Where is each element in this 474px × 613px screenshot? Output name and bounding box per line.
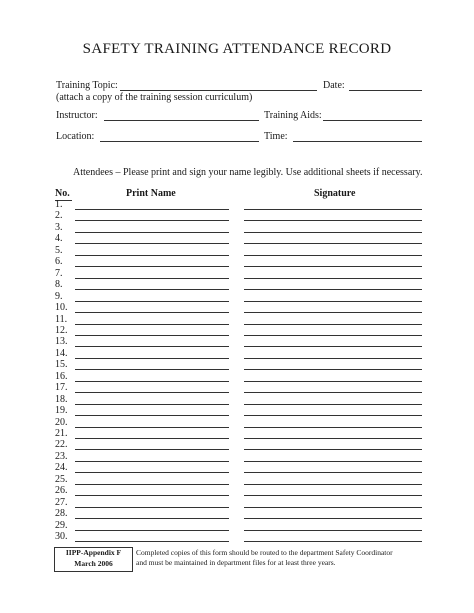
signature-field[interactable] [244, 438, 422, 439]
signature-field[interactable] [244, 301, 422, 302]
row-number: 18. [55, 393, 68, 405]
row-number: 26. [55, 485, 68, 497]
print-name-field[interactable] [75, 232, 229, 233]
instructor-label: Instructor: [56, 110, 98, 121]
print-name-field[interactable] [75, 495, 229, 496]
row-number: 19. [55, 405, 68, 417]
print-name-field[interactable] [75, 209, 229, 210]
print-name-field[interactable] [75, 449, 229, 450]
signature-field[interactable] [244, 507, 422, 508]
signature-field[interactable] [244, 530, 422, 531]
signature-field[interactable] [244, 495, 422, 496]
print-name-field[interactable] [75, 243, 229, 244]
signature-field[interactable] [244, 369, 422, 370]
signature-field[interactable] [244, 255, 422, 256]
row-number: 9. [55, 290, 63, 302]
print-name-field[interactable] [75, 415, 229, 416]
print-name-field[interactable] [75, 312, 229, 313]
signature-field[interactable] [244, 243, 422, 244]
row-number: 2. [55, 210, 63, 222]
row-number: 7. [55, 267, 63, 279]
row-number: 3. [55, 221, 63, 233]
date-label: Date: [323, 80, 345, 91]
print-name-field[interactable] [75, 518, 229, 519]
row-number: 13. [55, 336, 68, 348]
row-number: 12. [55, 324, 68, 336]
training-topic-label: Training Topic: [56, 80, 118, 91]
signature-field[interactable] [244, 209, 422, 210]
print-name-field[interactable] [75, 301, 229, 302]
row-number: 16. [55, 370, 68, 382]
location-field[interactable] [100, 141, 259, 142]
signature-field[interactable] [244, 266, 422, 267]
signature-field[interactable] [244, 220, 422, 221]
footer-note-line2: and must be maintained in department files for at least three years. [136, 558, 336, 567]
location-label: Location: [56, 131, 95, 142]
appendix-date: March 2006 [74, 558, 113, 568]
signature-field[interactable] [244, 278, 422, 279]
row-number: 29. [55, 519, 68, 531]
time-field[interactable] [293, 141, 422, 142]
row-number: 17. [55, 382, 68, 394]
signature-field[interactable] [244, 392, 422, 393]
row-number: 30. [55, 531, 68, 543]
signature-field[interactable] [244, 484, 422, 485]
signature-field[interactable] [244, 427, 422, 428]
print-name-field[interactable] [75, 346, 229, 347]
row-number: 24. [55, 462, 68, 474]
print-name-field[interactable] [75, 335, 229, 336]
footer-note-line1: Completed copies of this form should be routed to the department Safety Coordinator [136, 548, 393, 557]
print-name-field[interactable] [75, 392, 229, 393]
signature-field[interactable] [244, 232, 422, 233]
row-number: 20. [55, 416, 68, 428]
print-name-field[interactable] [75, 541, 229, 542]
print-name-field[interactable] [75, 358, 229, 359]
signature-field[interactable] [244, 346, 422, 347]
appendix-box [54, 547, 133, 572]
print-name-field[interactable] [75, 324, 229, 325]
signature-field[interactable] [244, 335, 422, 336]
header-signature: Signature [314, 188, 356, 199]
signature-field[interactable] [244, 461, 422, 462]
print-name-field[interactable] [75, 404, 229, 405]
signature-field[interactable] [244, 541, 422, 542]
appendix-label: IIPP-Appendix F [65, 548, 122, 557]
print-name-field[interactable] [75, 438, 229, 439]
signature-field[interactable] [244, 449, 422, 450]
signature-field[interactable] [244, 472, 422, 473]
page-title: SAFETY TRAINING ATTENDANCE RECORD [82, 41, 392, 57]
print-name-field[interactable] [75, 461, 229, 462]
print-name-field[interactable] [75, 507, 229, 508]
signature-field[interactable] [244, 312, 422, 313]
print-name-field[interactable] [75, 381, 229, 382]
print-name-field[interactable] [75, 472, 229, 473]
row-number: 6. [55, 256, 63, 268]
print-name-field[interactable] [75, 220, 229, 221]
signature-field[interactable] [244, 289, 422, 290]
date-field[interactable] [349, 90, 422, 91]
row-number: 22. [55, 439, 68, 451]
print-name-field[interactable] [75, 427, 229, 428]
row-number: 21. [55, 428, 68, 439]
row-number: 1. [55, 199, 63, 210]
footer-note [136, 548, 393, 568]
row-number: 11. [55, 313, 68, 325]
training-topic-field[interactable] [120, 90, 317, 91]
row-number: 27. [55, 496, 68, 508]
print-name-field[interactable] [75, 278, 229, 279]
print-name-field[interactable] [75, 369, 229, 370]
row-number: 15. [55, 359, 68, 371]
row-number: 28. [55, 508, 68, 520]
print-name-field[interactable] [75, 266, 229, 267]
training-aids-label: Training Aids: [264, 110, 322, 121]
row-number: 4. [55, 233, 63, 245]
print-name-field[interactable] [75, 255, 229, 256]
row-number: 10. [55, 302, 68, 314]
signature-field[interactable] [244, 518, 422, 519]
signature-field[interactable] [244, 404, 422, 405]
time-label: Time: [264, 131, 288, 142]
instructor-field[interactable] [104, 120, 259, 121]
row-number: 5. [55, 244, 63, 256]
print-name-field[interactable] [75, 289, 229, 290]
print-name-field[interactable] [75, 530, 229, 531]
signature-field[interactable] [244, 324, 422, 325]
row-number: 14. [55, 347, 68, 359]
header-no: No. [55, 188, 70, 199]
training-aids-field[interactable] [323, 120, 422, 121]
attendee-instructions: Attendees – Please print and sign your name legibly. Use additional sheets if necessary. [73, 167, 423, 178]
header-print-name: Print Name [126, 188, 176, 199]
signature-field[interactable] [244, 415, 422, 416]
print-name-field[interactable] [75, 484, 229, 485]
signature-field[interactable] [244, 358, 422, 359]
curriculum-note: (attach a copy of the training session curriculum) [56, 92, 253, 103]
signature-field[interactable] [244, 381, 422, 382]
row-number: 25. [55, 473, 68, 485]
row-number: 8. [55, 279, 63, 291]
row-number: 23. [55, 450, 68, 462]
